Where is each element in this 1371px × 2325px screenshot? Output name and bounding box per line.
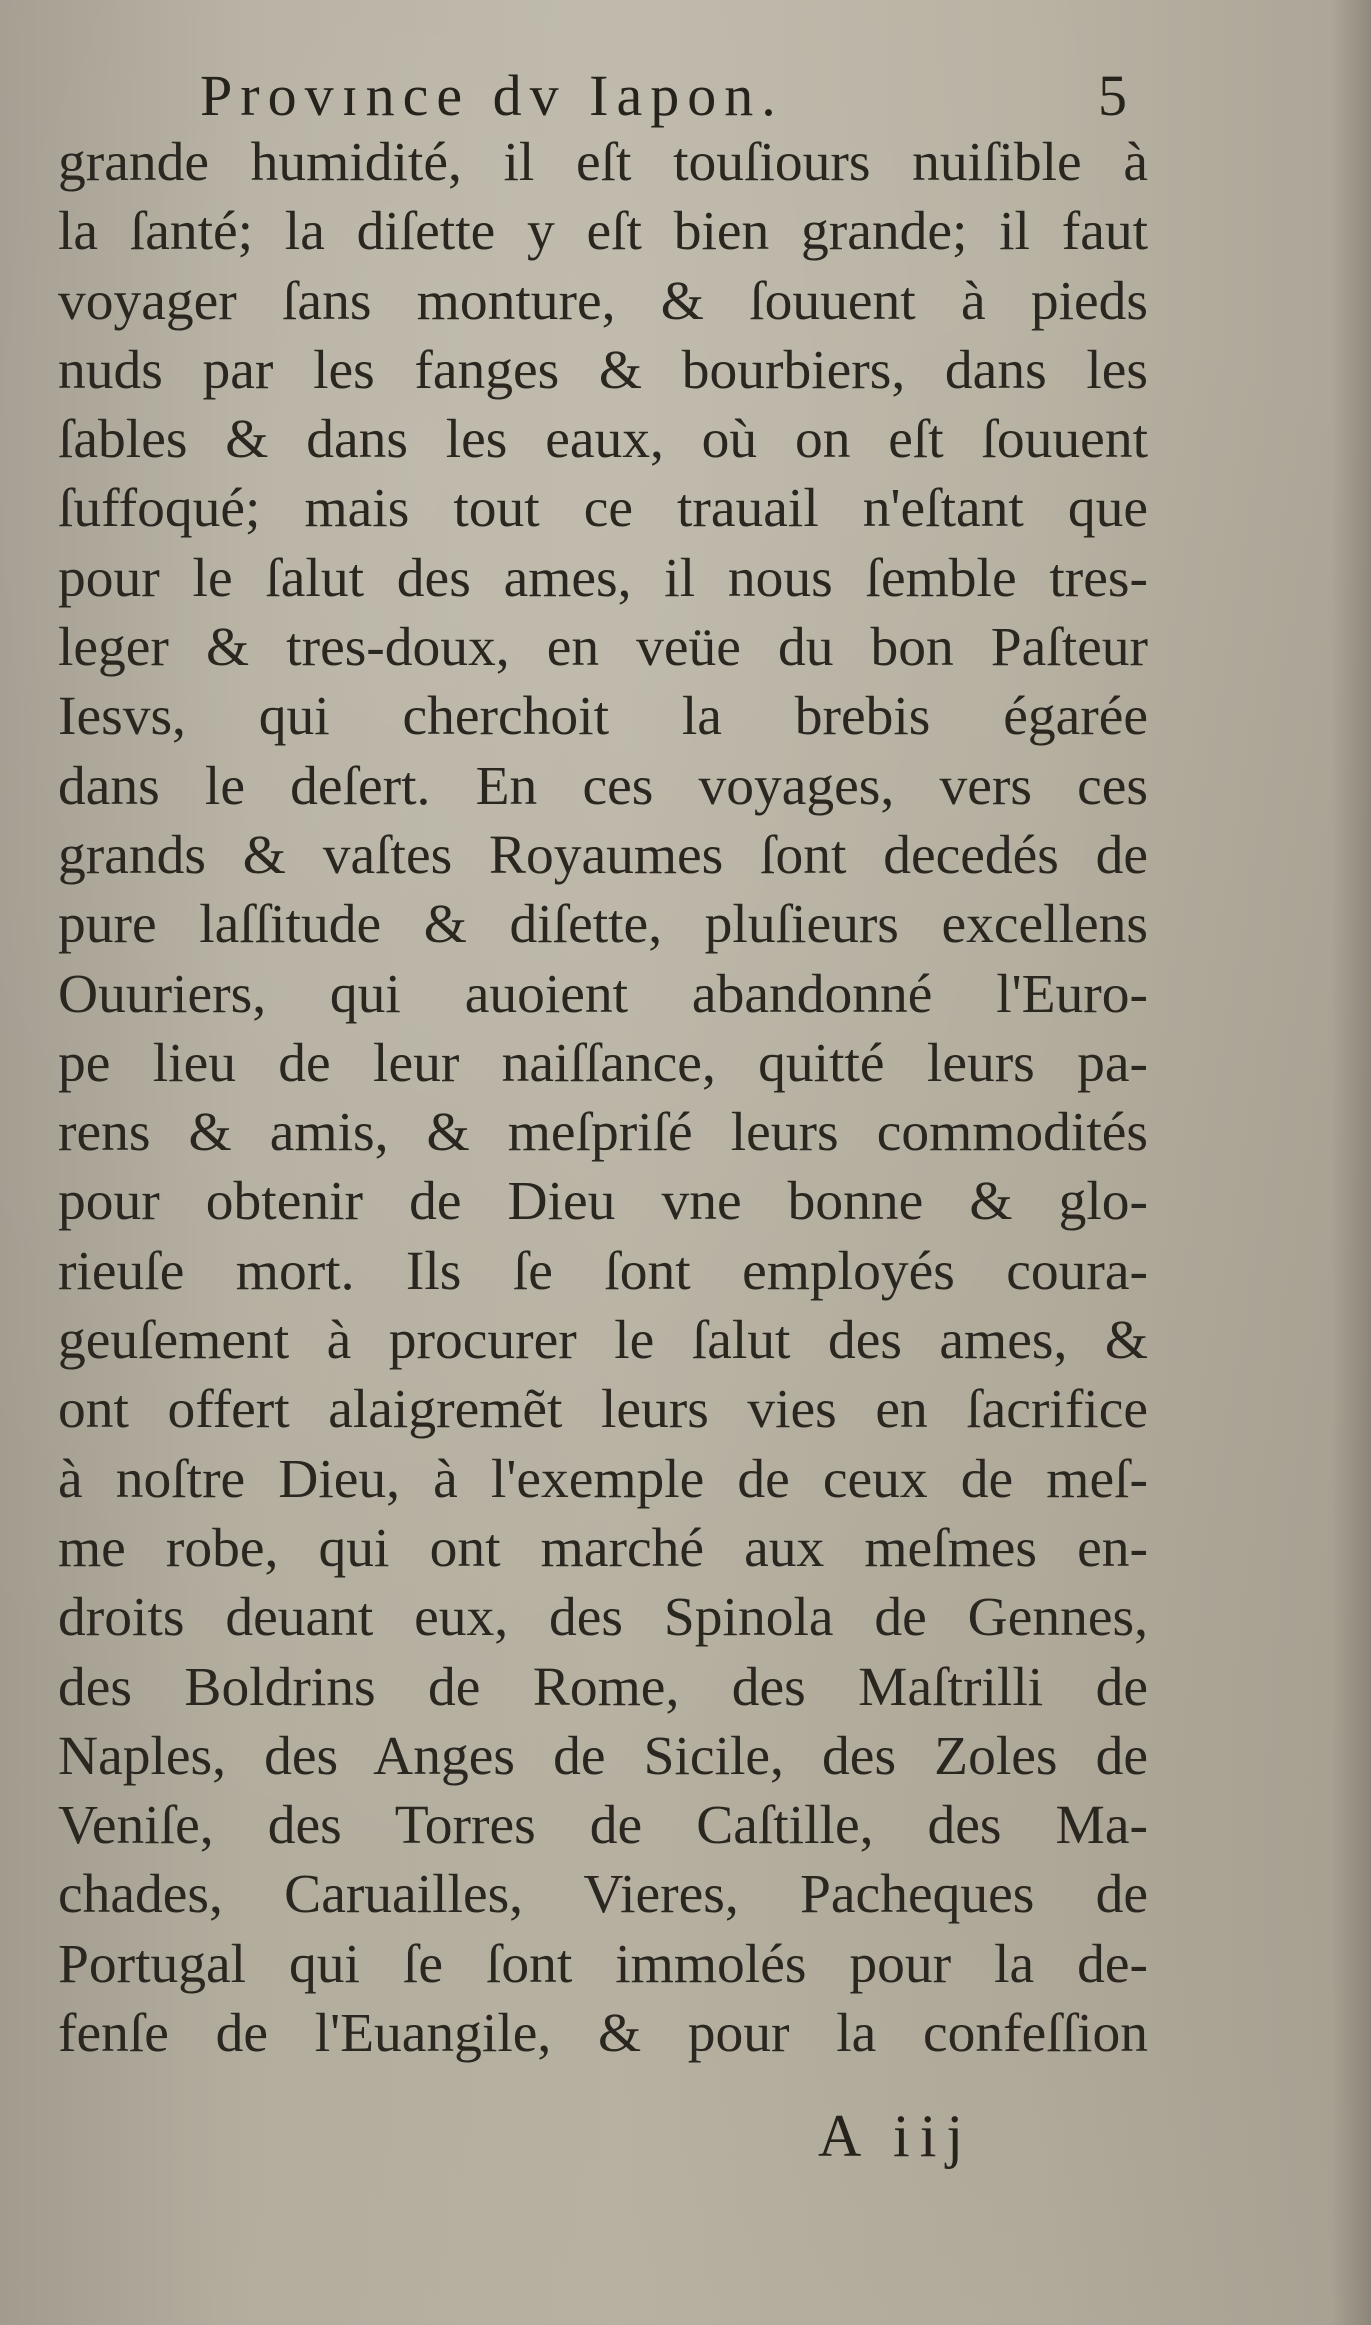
text-line: pour obtenir de Dieu vne bonne & glo- xyxy=(58,1171,1148,1233)
text-line: pour le ſalut des ames, il nous ſemble tres- xyxy=(58,547,1148,609)
running-head: Provɪnce dv Iapon. xyxy=(200,63,784,128)
text-line: chades, Caruailles, Vieres, Pacheques de xyxy=(58,1864,1148,1926)
text-line: Veniſe, des Torres de Caſtille, des Ma- xyxy=(58,1795,1148,1857)
text-line: la ſanté; la diſette y eſt bien grande; il faut xyxy=(58,201,1148,263)
text-line: dans le deſert. En ces voyages, vers ces xyxy=(58,755,1148,817)
text-line: pure laſſitude & diſette, pluſieurs excellens xyxy=(58,894,1148,956)
text-line: ont offert alaigremẽt leurs vies en ſacrifice xyxy=(58,1379,1148,1441)
text-line: Ouuriers, qui auoient abandonné l'Euro- xyxy=(58,963,1148,1025)
text-line: grande humidité, il eſt touſiours nuiſible à xyxy=(58,132,1148,193)
text-line: rieuſe mort. Ils ſe ſont employés coura- xyxy=(58,1240,1148,1302)
text-line: droits deuant eux, des Spinola de Gennes, xyxy=(58,1587,1148,1649)
text-line: pe lieu de leur naiſſance, quitté leurs pa- xyxy=(58,1032,1148,1094)
text-line: nuds par les fanges & bourbiers, dans les xyxy=(58,339,1148,401)
page-number: 5 xyxy=(1098,63,1127,128)
text-line: rens & amis, & meſpriſé leurs commodités xyxy=(58,1102,1148,1164)
text-line: à noſtre Dieu, à l'exemple de ceux de meſ- xyxy=(58,1448,1148,1510)
text-line: me robe, qui ont marché aux meſmes en- xyxy=(58,1517,1148,1579)
text-line: Naples, des Anges de Sicile, des Zoles de xyxy=(58,1725,1148,1787)
text-line: Portugal qui ſe ſont immolés pour la de- xyxy=(58,1933,1148,1995)
text-line: ſuffoqué; mais tout ce trauail n'eſtant que xyxy=(58,478,1148,540)
body-text xyxy=(58,128,1148,2068)
text-line: geuſement à procurer le ſalut des ames, & xyxy=(58,1310,1148,1372)
text-line: ſables & dans les eaux, où on eſt ſouuent xyxy=(58,409,1148,471)
text-line: grands & vaſtes Royaumes ſont decedés de xyxy=(58,824,1148,886)
text-line: fenſe de l'Euangile, & pour la confeſſion xyxy=(58,2003,1148,2065)
text-line: Iesvs, qui cherchoit la brebis égarée xyxy=(58,686,1148,748)
signature-mark: A iij xyxy=(818,2103,974,2169)
text-line: des Boldrins de Rome, des Maſtrilli de xyxy=(58,1656,1148,1718)
text-line: voyager ſans monture, & ſouuent à pieds xyxy=(58,270,1148,332)
text-line: leger & tres-doux, en veüe du bon Paſteur xyxy=(58,617,1148,679)
